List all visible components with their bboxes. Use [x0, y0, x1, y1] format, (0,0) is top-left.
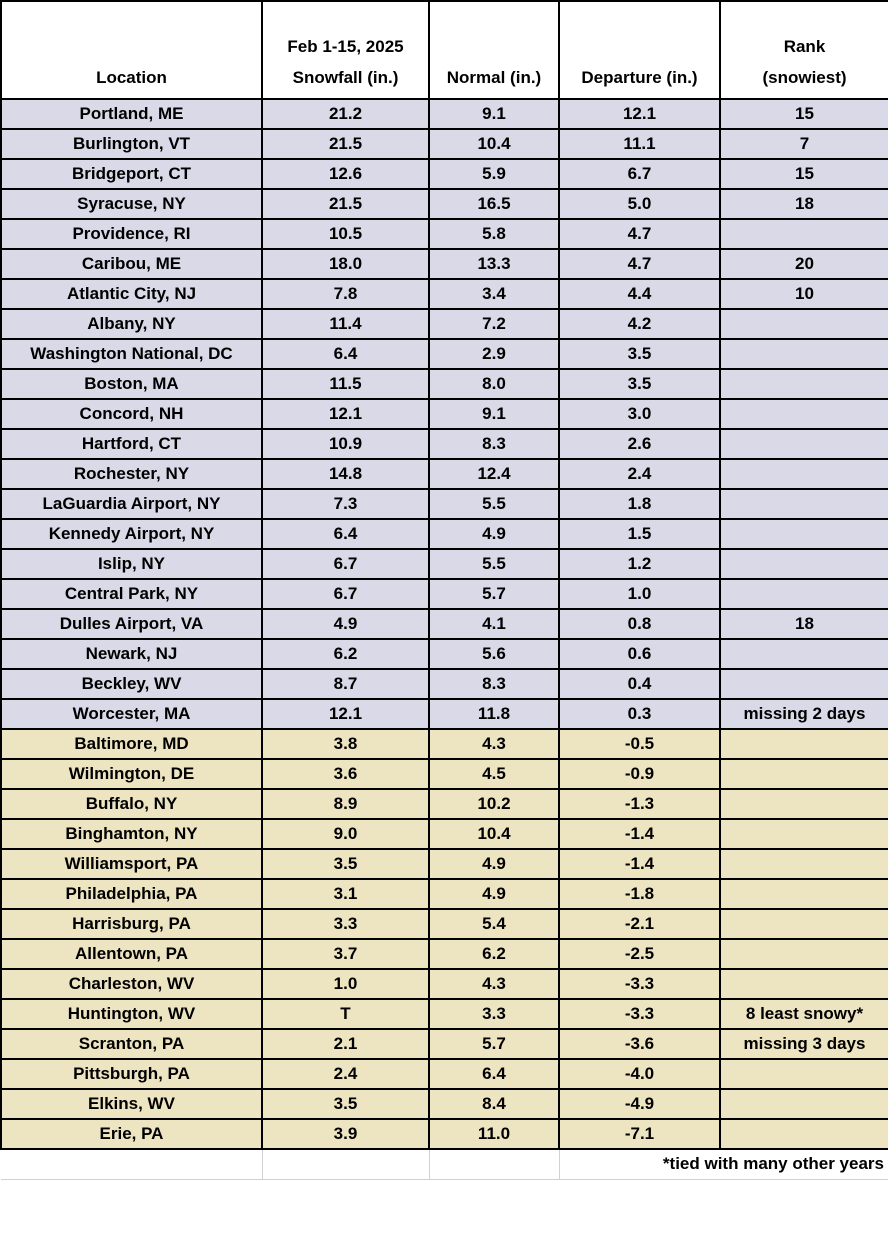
col-header-snowfall [262, 1, 429, 99]
cell-rank: 7 [720, 129, 888, 159]
cell-normal: 13.3 [429, 249, 559, 279]
table-row [1, 789, 888, 819]
cell-departure: 6.7 [559, 159, 720, 189]
cell-rank: 15 [720, 99, 888, 129]
cell-departure: -3.6 [559, 1029, 720, 1059]
cell-snowfall: 4.9 [262, 609, 429, 639]
col-header-departure-label: Departure (in.) [581, 68, 698, 87]
cell-departure: 2.4 [559, 459, 720, 489]
cell-location: Binghamton, NY [1, 819, 262, 849]
cell-snowfall: 3.7 [262, 939, 429, 969]
cell-rank [720, 849, 888, 879]
table-row [1, 429, 888, 459]
cell-normal: 3.4 [429, 279, 559, 309]
cell-rank [720, 219, 888, 249]
cell-rank [720, 339, 888, 369]
cell-rank [720, 639, 888, 669]
cell-normal: 4.9 [429, 879, 559, 909]
cell-rank [720, 729, 888, 759]
cell-normal: 11.0 [429, 1119, 559, 1149]
cell-departure: -1.3 [559, 789, 720, 819]
cell-normal: 5.5 [429, 549, 559, 579]
table-row [1, 189, 888, 219]
cell-location: Allentown, PA [1, 939, 262, 969]
cell-departure: 2.6 [559, 429, 720, 459]
col-header-rank-line2: (snowiest) [762, 68, 847, 87]
table-row [1, 759, 888, 789]
col-header-departure [559, 1, 720, 99]
cell-departure: -0.5 [559, 729, 720, 759]
cell-snowfall: 6.7 [262, 549, 429, 579]
col-header-rank [720, 1, 888, 99]
cell-normal: 8.3 [429, 669, 559, 699]
cell-normal: 12.4 [429, 459, 559, 489]
table-row [1, 909, 888, 939]
cell-rank: 15 [720, 159, 888, 189]
table-row [1, 729, 888, 759]
cell-location: Washington National, DC [1, 339, 262, 369]
table-row [1, 1089, 888, 1119]
cell-location: Providence, RI [1, 219, 262, 249]
table-row [1, 519, 888, 549]
cell-normal: 8.3 [429, 429, 559, 459]
table-row [1, 489, 888, 519]
cell-normal: 9.1 [429, 99, 559, 129]
col-header-rank-line1: Rank [783, 37, 826, 56]
cell-location: Atlantic City, NJ [1, 279, 262, 309]
table-row [1, 399, 888, 429]
cell-snowfall: 14.8 [262, 459, 429, 489]
cell-location: Syracuse, NY [1, 189, 262, 219]
table-row [1, 249, 888, 279]
footer-cell-location [1, 1149, 262, 1179]
cell-snowfall: 11.4 [262, 309, 429, 339]
cell-departure: 4.7 [559, 249, 720, 279]
cell-normal: 10.2 [429, 789, 559, 819]
cell-departure: 1.8 [559, 489, 720, 519]
cell-location: Islip, NY [1, 549, 262, 579]
cell-normal: 4.1 [429, 609, 559, 639]
cell-rank [720, 519, 888, 549]
table-row [1, 1059, 888, 1089]
table-row [1, 369, 888, 399]
cell-rank: missing 2 days [720, 699, 888, 729]
cell-location: Baltimore, MD [1, 729, 262, 759]
cell-rank: 20 [720, 249, 888, 279]
cell-rank [720, 759, 888, 789]
cell-departure: -1.4 [559, 849, 720, 879]
cell-snowfall: 3.5 [262, 849, 429, 879]
cell-snowfall: 7.8 [262, 279, 429, 309]
cell-normal: 5.9 [429, 159, 559, 189]
cell-normal: 4.3 [429, 969, 559, 999]
table-row [1, 939, 888, 969]
col-header-snowfall-line2: Snowfall (in.) [292, 68, 399, 87]
cell-location: Albany, NY [1, 309, 262, 339]
cell-departure: 3.5 [559, 369, 720, 399]
table-row [1, 1119, 888, 1149]
cell-departure: 1.0 [559, 579, 720, 609]
cell-rank [720, 489, 888, 519]
cell-snowfall: 9.0 [262, 819, 429, 849]
col-header-location [1, 1, 262, 99]
cell-rank: missing 3 days [720, 1029, 888, 1059]
cell-normal: 10.4 [429, 129, 559, 159]
cell-snowfall: 6.4 [262, 519, 429, 549]
cell-normal: 11.8 [429, 699, 559, 729]
table-row [1, 1029, 888, 1059]
cell-location: Charleston, WV [1, 969, 262, 999]
cell-normal: 4.9 [429, 849, 559, 879]
cell-normal: 8.0 [429, 369, 559, 399]
cell-snowfall: 12.1 [262, 399, 429, 429]
cell-location: Bridgeport, CT [1, 159, 262, 189]
cell-snowfall: 12.6 [262, 159, 429, 189]
cell-snowfall: 10.9 [262, 429, 429, 459]
table-row [1, 219, 888, 249]
cell-departure: -3.3 [559, 999, 720, 1029]
cell-snowfall: 21.5 [262, 129, 429, 159]
footer-row [1, 1149, 888, 1179]
table-row [1, 459, 888, 489]
table-row [1, 639, 888, 669]
cell-rank [720, 969, 888, 999]
cell-snowfall: 2.4 [262, 1059, 429, 1089]
cell-departure: 4.2 [559, 309, 720, 339]
cell-departure: -4.9 [559, 1089, 720, 1119]
cell-snowfall: 3.1 [262, 879, 429, 909]
cell-location: Elkins, WV [1, 1089, 262, 1119]
cell-snowfall: 1.0 [262, 969, 429, 999]
cell-snowfall: 6.2 [262, 639, 429, 669]
cell-snowfall: 21.2 [262, 99, 429, 129]
cell-departure: 0.3 [559, 699, 720, 729]
cell-location: Central Park, NY [1, 579, 262, 609]
cell-normal: 5.7 [429, 579, 559, 609]
cell-rank [720, 429, 888, 459]
cell-rank: 18 [720, 609, 888, 639]
table-row [1, 969, 888, 999]
cell-rank [720, 1059, 888, 1089]
cell-normal: 6.4 [429, 1059, 559, 1089]
table-row [1, 309, 888, 339]
cell-location: Wilmington, DE [1, 759, 262, 789]
cell-rank [720, 669, 888, 699]
col-header-normal-label: Normal (in.) [446, 68, 542, 87]
footer-cell-snowfall [262, 1149, 429, 1179]
cell-rank [720, 1119, 888, 1149]
cell-departure: -4.0 [559, 1059, 720, 1089]
cell-departure: 5.0 [559, 189, 720, 219]
cell-snowfall: 12.1 [262, 699, 429, 729]
cell-normal: 16.5 [429, 189, 559, 219]
cell-location: Scranton, PA [1, 1029, 262, 1059]
cell-rank: 18 [720, 189, 888, 219]
table-row [1, 579, 888, 609]
cell-snowfall: 18.0 [262, 249, 429, 279]
cell-departure: -1.8 [559, 879, 720, 909]
cell-departure: -2.1 [559, 909, 720, 939]
cell-departure: 11.1 [559, 129, 720, 159]
col-header-location-label: Location [96, 68, 167, 87]
cell-location: Erie, PA [1, 1119, 262, 1149]
table-row [1, 129, 888, 159]
cell-rank [720, 399, 888, 429]
table-row [1, 999, 888, 1029]
footer-cell-normal [429, 1149, 559, 1179]
cell-location: Hartford, CT [1, 429, 262, 459]
cell-location: Portland, ME [1, 99, 262, 129]
cell-departure: -2.5 [559, 939, 720, 969]
cell-departure: -3.3 [559, 969, 720, 999]
table-row [1, 669, 888, 699]
cell-rank [720, 549, 888, 579]
cell-location: Caribou, ME [1, 249, 262, 279]
cell-departure: -1.4 [559, 819, 720, 849]
cell-normal: 9.1 [429, 399, 559, 429]
cell-location: Pittsburgh, PA [1, 1059, 262, 1089]
cell-rank [720, 579, 888, 609]
table-row [1, 339, 888, 369]
cell-snowfall: 3.6 [262, 759, 429, 789]
cell-snowfall: 8.9 [262, 789, 429, 819]
cell-normal: 4.3 [429, 729, 559, 759]
col-header-snowfall-line1: Feb 1-15, 2025 [287, 37, 404, 56]
table-row [1, 699, 888, 729]
cell-rank [720, 879, 888, 909]
cell-departure: 12.1 [559, 99, 720, 129]
col-header-normal [429, 1, 559, 99]
cell-normal: 4.5 [429, 759, 559, 789]
cell-snowfall: 6.4 [262, 339, 429, 369]
header-row [1, 1, 888, 99]
cell-rank [720, 309, 888, 339]
cell-departure: 3.0 [559, 399, 720, 429]
cell-rank: 10 [720, 279, 888, 309]
table-row [1, 549, 888, 579]
table-row [1, 609, 888, 639]
cell-rank [720, 459, 888, 489]
cell-departure: -0.9 [559, 759, 720, 789]
table-row [1, 159, 888, 189]
cell-location: Beckley, WV [1, 669, 262, 699]
cell-normal: 2.9 [429, 339, 559, 369]
cell-snowfall: 3.9 [262, 1119, 429, 1149]
cell-location: Kennedy Airport, NY [1, 519, 262, 549]
cell-location: Worcester, MA [1, 699, 262, 729]
cell-snowfall: 11.5 [262, 369, 429, 399]
cell-location: Rochester, NY [1, 459, 262, 489]
table-row [1, 99, 888, 129]
cell-location: Harrisburg, PA [1, 909, 262, 939]
table-body [1, 99, 888, 1149]
cell-normal: 5.8 [429, 219, 559, 249]
cell-snowfall: 3.5 [262, 1089, 429, 1119]
cell-snowfall: 6.7 [262, 579, 429, 609]
cell-departure: 1.2 [559, 549, 720, 579]
cell-departure: 0.4 [559, 669, 720, 699]
table-row [1, 879, 888, 909]
cell-location: Burlington, VT [1, 129, 262, 159]
cell-normal: 4.9 [429, 519, 559, 549]
table-row [1, 819, 888, 849]
cell-rank [720, 1089, 888, 1119]
cell-normal: 5.5 [429, 489, 559, 519]
cell-departure: 1.5 [559, 519, 720, 549]
cell-normal: 5.7 [429, 1029, 559, 1059]
cell-departure: 4.4 [559, 279, 720, 309]
cell-snowfall: 21.5 [262, 189, 429, 219]
cell-departure: 0.6 [559, 639, 720, 669]
table-row [1, 279, 888, 309]
cell-snowfall: 8.7 [262, 669, 429, 699]
cell-normal: 10.4 [429, 819, 559, 849]
cell-location: Boston, MA [1, 369, 262, 399]
cell-location: Williamsport, PA [1, 849, 262, 879]
cell-snowfall: 10.5 [262, 219, 429, 249]
cell-normal: 5.6 [429, 639, 559, 669]
table-footer [1, 1149, 888, 1179]
cell-departure: -7.1 [559, 1119, 720, 1149]
cell-rank [720, 819, 888, 849]
cell-location: Buffalo, NY [1, 789, 262, 819]
cell-departure: 4.7 [559, 219, 720, 249]
cell-normal: 8.4 [429, 1089, 559, 1119]
cell-normal: 7.2 [429, 309, 559, 339]
cell-location: Dulles Airport, VA [1, 609, 262, 639]
cell-rank [720, 909, 888, 939]
cell-snowfall: T [262, 999, 429, 1029]
cell-snowfall: 2.1 [262, 1029, 429, 1059]
cell-rank [720, 939, 888, 969]
cell-location: Philadelphia, PA [1, 879, 262, 909]
cell-snowfall: 7.3 [262, 489, 429, 519]
table-row [1, 849, 888, 879]
cell-departure: 0.8 [559, 609, 720, 639]
table-header [1, 1, 888, 99]
cell-normal: 6.2 [429, 939, 559, 969]
cell-departure: 3.5 [559, 339, 720, 369]
cell-location: LaGuardia Airport, NY [1, 489, 262, 519]
cell-normal: 5.4 [429, 909, 559, 939]
cell-rank [720, 789, 888, 819]
cell-normal: 3.3 [429, 999, 559, 1029]
cell-location: Newark, NJ [1, 639, 262, 669]
table-footnote: *tied with many other years [559, 1149, 888, 1179]
cell-location: Concord, NH [1, 399, 262, 429]
cell-location: Huntington, WV [1, 999, 262, 1029]
cell-rank: 8 least snowy* [720, 999, 888, 1029]
cell-snowfall: 3.8 [262, 729, 429, 759]
cell-rank [720, 369, 888, 399]
cell-snowfall: 3.3 [262, 909, 429, 939]
